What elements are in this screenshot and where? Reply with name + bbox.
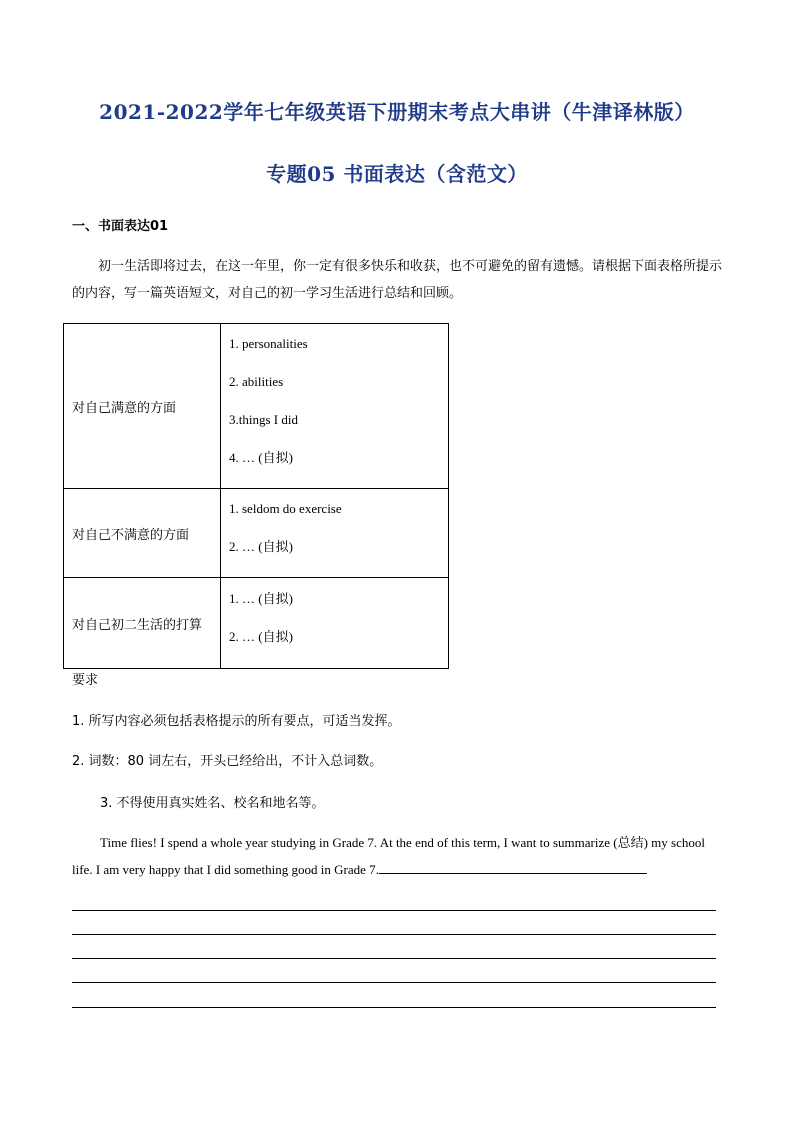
requirement-item: 1. 所写内容必须包括表格提示的所有要点，可适当发挥。 <box>72 714 401 729</box>
row-items <box>221 324 449 489</box>
hint-item: 1. personalities <box>229 336 308 351</box>
hint-item: 2. … (自拟) <box>229 539 293 554</box>
task-instructions: 初一生活即将过去，在这一年里，你一定有很多快乐和收获，也不可避免的留有遗憾。请根据下面表格所提示的内容，写一篇英语短文，对自己的初一学习生活进行总结和回顾。 <box>72 259 723 301</box>
hint-item: 3.things I did <box>229 412 298 427</box>
table-row <box>64 324 449 489</box>
row-items <box>221 578 449 669</box>
requirement-item: 2. 词数：80 词左右，开头已经给出，不计入总词数。 <box>72 754 383 769</box>
requirement-item: 3. 不得使用真实姓名、校名和地名等。 <box>100 796 325 811</box>
answer-blank[interactable] <box>379 859 647 874</box>
writing-line[interactable] <box>72 910 716 911</box>
row-items <box>221 489 449 578</box>
writing-line[interactable] <box>72 982 716 983</box>
table-row <box>64 489 449 578</box>
row-label: 对自己初二生活的打算 <box>64 578 221 669</box>
writing-line[interactable] <box>72 1007 716 1008</box>
document-title: 2021-2022学年七年级英语下册期末考点大串讲（牛津译林版） <box>99 100 695 124</box>
hint-item: 1. … (自拟) <box>229 591 293 606</box>
essay-opening-text: Time flies! I spend a whole year studying in Grade 7. At the end of this term, I want to summarize (总结) my school life. I am very happy that I did something good in Grade 7. <box>72 835 705 877</box>
hint-item: 1. seldom do exercise <box>229 501 342 516</box>
writing-line[interactable] <box>72 934 716 935</box>
requirements-title: 要求 <box>72 673 99 688</box>
section-heading: 一、书面表达01 <box>72 219 169 234</box>
hint-item: 4. … (自拟) <box>229 450 293 465</box>
row-label: 对自己不满意的方面 <box>64 489 221 578</box>
document-subtitle: 专题05 书面表达（含范文） <box>266 162 528 186</box>
row-label: 对自己满意的方面 <box>64 324 221 489</box>
essay-opening <box>72 829 722 883</box>
hints-table <box>63 323 449 669</box>
hint-item: 2. abilities <box>229 374 284 389</box>
writing-line[interactable] <box>72 958 716 959</box>
table-row <box>64 578 449 669</box>
hint-item: 2. … (自拟) <box>229 629 293 644</box>
